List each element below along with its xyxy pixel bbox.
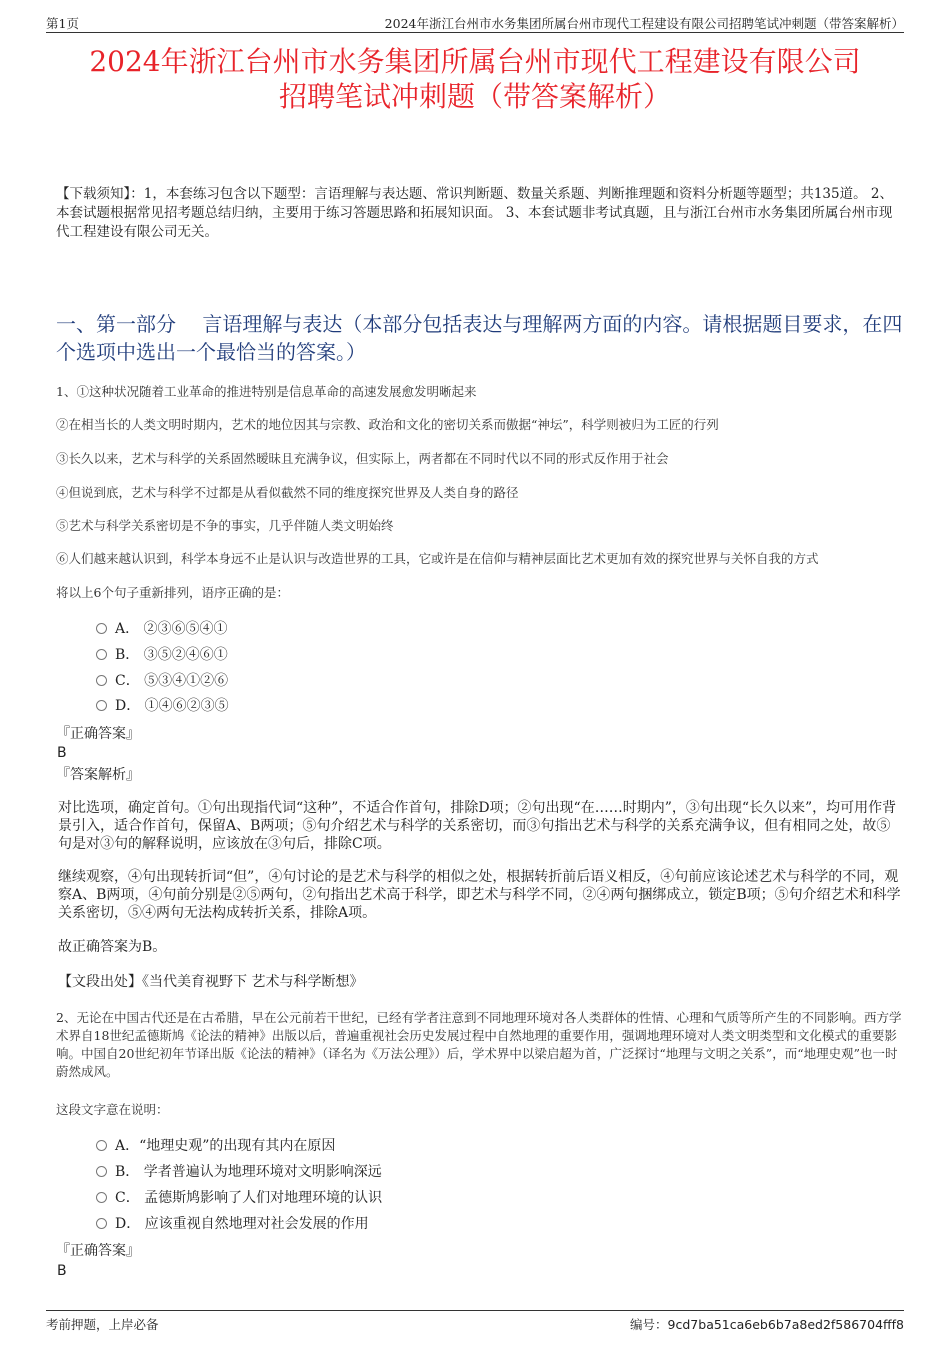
footer-slogan: 考前押题，上岸必备	[46, 1317, 159, 1332]
q2-answer-label: 『正确答案』	[56, 1243, 140, 1259]
q2-option-c[interactable]	[96, 1189, 382, 1207]
q1-sentence-6: ⑥人们越来越认识到，科学本身远不止是认识与改造世界的工具，它或许是在信仰与精神层面比艺术更加有效的探究世界与关怀自我的方式	[56, 551, 819, 566]
q1-answer-label: 『正确答案』	[56, 726, 140, 742]
radio-icon[interactable]	[96, 1166, 107, 1177]
radio-icon[interactable]	[96, 649, 107, 660]
q1-sentence-5: ⑤艺术与科学关系密切是不争的事实，几乎伴随人类文明始终	[56, 518, 394, 533]
option-label: A． ②③⑥⑤④①	[115, 621, 228, 637]
q2-prompt: 这段文字意在说明：	[56, 1102, 169, 1117]
q1-sentence-3: ③长久以来，艺术与科学的关系固然暧昧且充满争议，但实际上，两者都在不同时代以不同的形式反作用于社会	[56, 451, 669, 466]
q1-option-c[interactable]	[96, 672, 228, 690]
option-label: B． ③⑤②④⑥①	[115, 647, 228, 663]
q1-option-b[interactable]	[96, 646, 228, 664]
radio-icon[interactable]	[96, 700, 107, 711]
q1-source: 【文段出处】《当代美育视野下 艺术与科学断想》	[58, 974, 364, 990]
option-label: C． 孟德斯鸠影响了人们对地理环境的认识	[115, 1190, 383, 1206]
q1-explanation-3: 故正确答案为B。	[58, 939, 167, 955]
document-title	[40, 44, 910, 114]
option-label: D． 应该重视自然地理对社会发展的作用	[115, 1216, 369, 1232]
q2-option-a[interactable]	[96, 1137, 335, 1155]
q1-explanation-2: 继续观察，④句出现转折词“但”，④句讨论的是艺术与科学的相似之处，根据转折前后语义相反，④句前应该论述艺术与科学的不同，观察A、B两项，④句前分别是②⑤两句，②句指出艺术高于科学，即艺术与科学不同，②④两句捆绑成立，锁定B项；⑤句介绍艺术和科学关系密切，⑤④两句无法构成转折关系，排除A项。	[58, 869, 901, 921]
radio-icon[interactable]	[96, 623, 107, 634]
q2-option-d[interactable]	[96, 1215, 369, 1233]
radio-icon[interactable]	[96, 675, 107, 686]
q2-answer-value: B	[57, 1263, 67, 1279]
option-label: A．“地理史观”的出现有其内在原因	[115, 1138, 336, 1154]
q1-prompt: 将以上6个句子重新排列，语序正确的是：	[56, 585, 289, 600]
footer-serial: 编号：9cd7ba51ca6eb6b7a8ed2f586704fff8	[630, 1317, 904, 1332]
option-label: C． ⑤③④①②⑥	[115, 673, 229, 689]
option-label: B． 学者普遍认为地理环境对文明影响深远	[115, 1164, 382, 1180]
header-doc-title: 2024年浙江台州市水务集团所属台州市现代工程建设有限公司招聘笔试冲刺题（带答案解析）	[384, 16, 904, 31]
q1-sentence-4: ④但说到底，艺术与科学不过都是从看似截然不同的维度探究世界及人类自身的路径	[56, 485, 519, 500]
title-line-2: 招聘笔试冲刺题（带答案解析）	[278, 80, 671, 113]
q1-option-a[interactable]	[96, 620, 228, 638]
title-line-1: 2024年浙江台州市水务集团所属台州市现代工程建设有限公司	[89, 45, 861, 78]
option-label: D． ①④⑥②③⑤	[115, 698, 229, 714]
radio-icon[interactable]	[96, 1192, 107, 1203]
q1-sentence-2: ②在相当长的人类文明时期内，艺术的地位因其与宗教、政治和文化的密切关系而傲据“神坛”，科学则被归为工匠的行列	[56, 417, 719, 432]
download-notice: 【下载须知】：1，本套练习包含以下题型：言语理解与表达题、常识判断题、数量关系题、判断推理题和资料分析题等题型；共135道。 2、本套试题根据常见招考题总结归纳，主要用于练习答题思路和拓展知识面。 3、本套试题非考试真题，且与浙江台州市水务集团所属台州市现代工程建设有限公司无关。	[56, 186, 893, 240]
q1-answer-value: B	[57, 745, 67, 761]
radio-icon[interactable]	[96, 1140, 107, 1151]
page-footer	[46, 1310, 904, 1335]
q1-explanation-1: 对比选项，确定首句。①句出现指代词“这种”，不适合作首句，排除D项；②句出现“在……时期内”，③句出现“长久以来”，均可用作背景引入，适合作首句，保留A、B两项；⑤句介绍艺术与科学的关系密切，而③句指出艺术与科学的关系充满争议，但有相同之处，故⑤句是对③句的解释说明，应该放在③句后，排除C项。	[58, 800, 897, 852]
radio-icon[interactable]	[96, 1218, 107, 1229]
q2-passage: 2、无论在中国古代还是在古希腊，早在公元前若干世纪，已经有学者注意到不同地理环境对各人类群体的性情、心理和气质等所产生的不同影响。西方学术界自18世纪孟德斯鸠《论法的精神》出版以后，普遍重视社会历史发展过程中自然地理的重要作用，强调地理环境对人类文明类型和文化模式的重要影响。中国自20世纪初年节译出版《论法的精神》（译名为《万法公理》）后，学术界中以梁启超为首，广泛探讨“地理与文明之关系”，而“地理史观”也一时蔚然成风。	[56, 1010, 902, 1079]
q1-option-d[interactable]	[96, 697, 229, 715]
q1-sentence-1: 1、①这种状况随着工业革命的推进特别是信息革命的高速发展愈发明晰起来	[56, 384, 477, 399]
q1-analysis-label: 『答案解析』	[56, 767, 140, 783]
q2-option-b[interactable]	[96, 1163, 382, 1181]
section-title: 一、第一部分 言语理解与表达（本部分包括表达与理解两方面的内容。请根据题目要求，在四个选项中选出一个最恰当的答案。）	[56, 312, 903, 364]
page-number: 第1页	[46, 16, 79, 31]
page-header	[46, 12, 904, 33]
